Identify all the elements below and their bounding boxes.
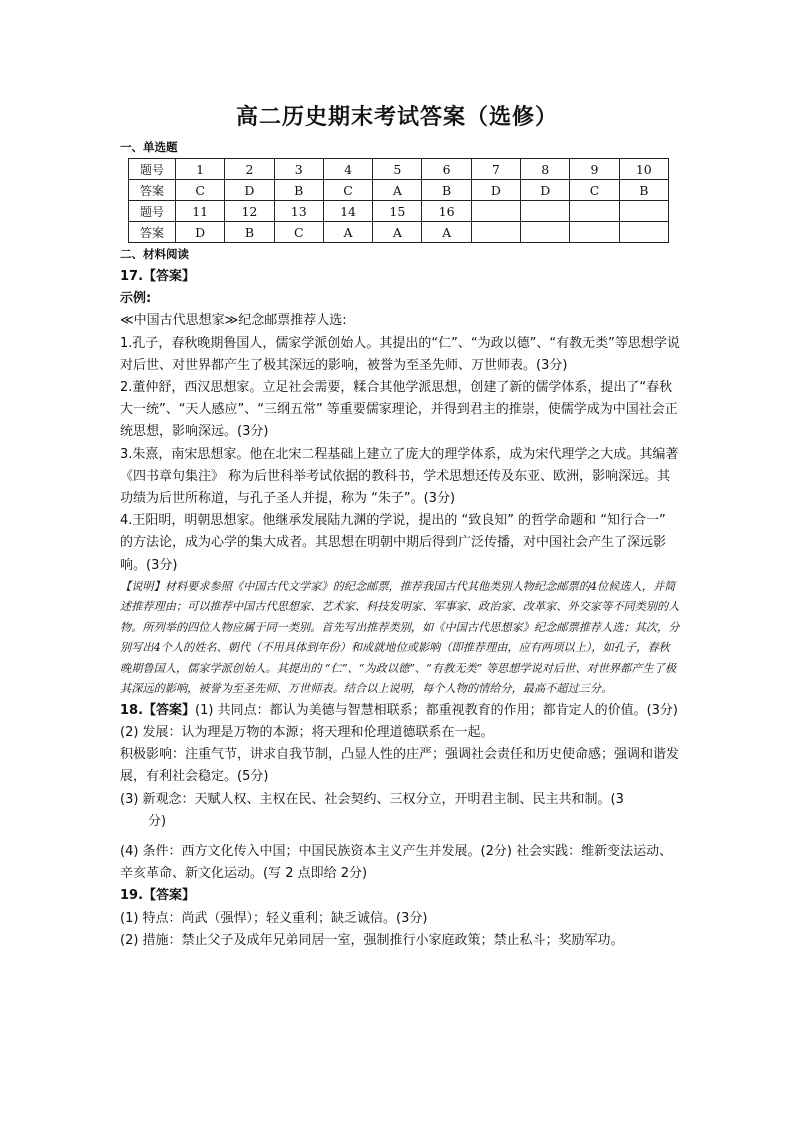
- table-cell: A: [422, 222, 471, 243]
- table-row: [129, 222, 669, 243]
- row-label: 答案: [129, 180, 176, 201]
- row-label: 答案: [129, 222, 176, 243]
- q17-item: 1.孔子，春秋晚期鲁国人，儒家学派创始人。其提出的“仁”、“为政以德”、“有教无类”等思想学说对后世、对世界都产生了极其深远的影响，被誉为至圣先师、万世师表。(3分): [120, 335, 680, 373]
- table-row: [129, 201, 669, 222]
- page-title: 高二历史期末考试答案（选修）: [235, 104, 558, 130]
- row-label: 题号: [129, 201, 176, 222]
- q19-heading: 19.【答案】: [120, 888, 196, 904]
- table-cell: [570, 201, 619, 222]
- q18-heading: 18.【答案】: [120, 702, 196, 718]
- table-cell: [521, 222, 570, 243]
- q19-part1: (1) 特点：尚武（强悍）；轻义重利；缺乏诚信。(3分): [120, 910, 428, 926]
- table-cell: [570, 222, 619, 243]
- table-cell: 2: [225, 159, 274, 180]
- q18-part3: (3) 新观念：天赋人权、主权在民、社会契约、三权分立，开明君主制、民主共和制。(3: [120, 791, 624, 807]
- table-cell: 10: [619, 159, 668, 180]
- q18-part4: (4) 条件：西方文化传入中国；中国民族资本主义产生并发展。(2分) 社会实践：维新变法运动、辛亥革命、新文化运动。(写 2 点即给 2分): [120, 844, 673, 882]
- table-cell: 5: [373, 159, 422, 180]
- q18-part1: (1) 共同点：都认为美德与智慧相联系；都重视教育的作用；都肯定人的价值。(3分): [195, 702, 678, 718]
- q17-intro: ≪中国古代思想家≫纪念邮票推荐人选:: [120, 313, 347, 329]
- table-row: [129, 180, 669, 201]
- table-cell: [471, 201, 520, 222]
- q17-item: 4.王阳明，明朝思想家。他继承发展陆九渊的学说，提出的 “致良知” 的哲学命题和 “知行合一” 的方法论，成为心学的集大成者。其思想在明朝中期后得到广泛传播，对中国社会产生了深远影响。(3分): [120, 513, 667, 573]
- table-cell: D: [225, 180, 274, 201]
- table-cell: 1: [176, 159, 225, 180]
- table-row: [129, 159, 669, 180]
- table-cell: 7: [471, 159, 520, 180]
- table-cell: C: [176, 180, 225, 201]
- q17-item: 3.朱熹，南宋思想家。他在北宋二程基础上建立了庞大的理学体系，成为宋代理学之大成。其编著《四书章句集注》 称为后世科举考试依据的教科书，学术思想还传及东亚、欧洲，影响深远。其功绩为后世所称道，与孔子圣人并提，称为 “朱子”。(3分): [120, 446, 679, 507]
- answer-body: [120, 266, 680, 952]
- table-cell: 8: [521, 159, 570, 180]
- table-cell: C: [274, 222, 323, 243]
- q18-line: [120, 700, 680, 722]
- section-heading-single-choice: 一、单选题: [120, 140, 178, 154]
- q19-part2: (2) 措施：禁止父子及成年兄弟同居一室，强制推行小家庭政策；禁止私斗；奖励军功。: [120, 932, 624, 948]
- q17-note: 【说明】材料要求参照《中国古代文学家》的纪念邮票，推荐我国古代其他类别人物纪念邮票的4位候选人，并简述推荐理由；可以推荐中国古代思想家、艺术家、科技发明家、军事家、政治家、改革家、外交家等不同类别的人物。所列举的四位人物应属于同一类别。首先写出推荐类别，如《中国古代思想家》纪念邮票推荐人选；其次，分别写出4个人的姓名、朝代（不用具体到年份）和成就地位或影响（即推荐理由，应有两项以上），如孔子，春秋晚期鲁国人，儒家学派创始人。其提出的 “仁”、“为政以德”、“有教无类” 等思想学说对后世、对世界都产生了极其深远的影响，被誉为至圣先师、万世师表。结合以上说明，每个人物的情给分，最高不超过三分。: [120, 579, 680, 696]
- table-cell: 3: [274, 159, 323, 180]
- table-cell: A: [373, 180, 422, 201]
- table-cell: B: [422, 180, 471, 201]
- q17-item: 2.董仲舒，西汉思想家。立足社会需要，糅合其他学派思想，创建了新的儒学体系，提出了“春秋大一统”、“天人感应”、“三纲五常” 等重要儒家理论，并得到君主的推崇，使儒学成为中国社会正统思想，影响深远。(3分): [120, 380, 678, 440]
- table-cell: 15: [373, 201, 422, 222]
- table-cell: [619, 201, 668, 222]
- table-cell: 14: [323, 201, 372, 222]
- table-cell: 4: [323, 159, 372, 180]
- table-cell: A: [323, 222, 372, 243]
- table-cell: [521, 201, 570, 222]
- table-cell: 12: [225, 201, 274, 222]
- table-cell: D: [471, 180, 520, 201]
- row-label: 题号: [129, 159, 176, 180]
- q18-part2: (2) 发展：认为理是万物的本源；将天理和伦理道德联系在一起。: [120, 725, 494, 741]
- table-cell: 6: [422, 159, 471, 180]
- table-cell: B: [225, 222, 274, 243]
- q18-part2-effects: 积极影响：注重气节，讲求自我节制，凸显人性的庄严；强调社会责任和历史使命感；强调和谐发展，有利社会稳定。(5分): [120, 747, 680, 785]
- table-cell: D: [176, 222, 225, 243]
- q17-heading: 17.【答案】: [120, 269, 196, 284]
- table-cell: 9: [570, 159, 619, 180]
- table-cell: 11: [176, 201, 225, 222]
- table-cell: C: [570, 180, 619, 201]
- table-cell: [619, 222, 668, 243]
- table-cell: 13: [274, 201, 323, 222]
- table-cell: A: [373, 222, 422, 243]
- q17-example-label: 示例:: [120, 291, 152, 307]
- table-cell: D: [521, 180, 570, 201]
- table-cell: B: [619, 180, 668, 201]
- table-cell: B: [274, 180, 323, 201]
- table-cell: C: [323, 180, 372, 201]
- section-heading-material-reading: 二、材料阅读: [120, 247, 189, 261]
- answer-table: [128, 158, 669, 243]
- table-cell: 16: [422, 201, 471, 222]
- table-cell: [471, 222, 520, 243]
- q18-part3-score: 分): [148, 813, 167, 829]
